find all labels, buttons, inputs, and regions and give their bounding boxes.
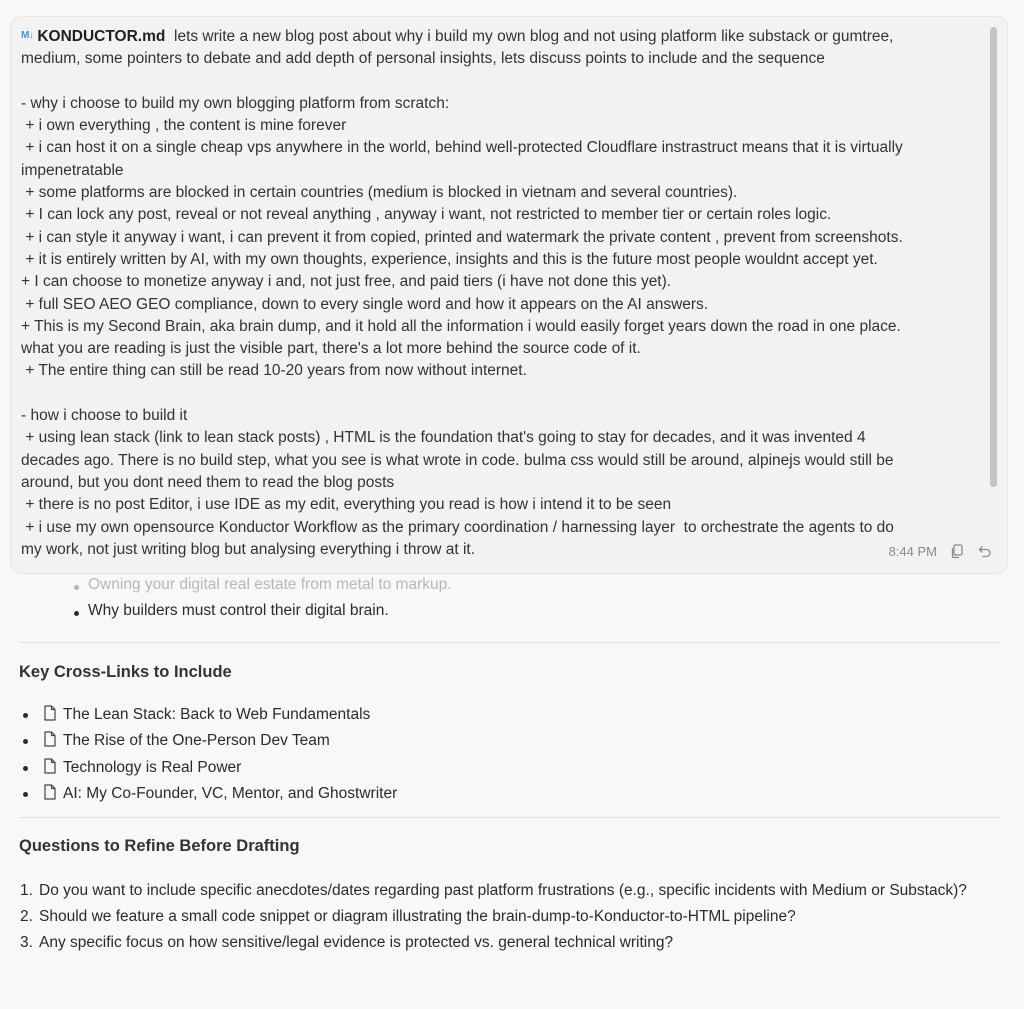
message-timestamp: 8:44 PM xyxy=(888,543,937,559)
message-line xyxy=(21,71,983,93)
message-line: + i use my own opensource Konductor Workflow as the primary coordination / harnessing layer to orchestrate the agents to do xyxy=(21,518,894,536)
undo-icon[interactable] xyxy=(977,543,993,559)
divider xyxy=(19,817,1000,818)
message-line: + using lean stack (link to lean stack posts) , HTML is the foundation that's going to stay for decades, and it was invented 4 xyxy=(21,429,866,447)
crosslinks-list xyxy=(20,704,397,809)
message-first-line xyxy=(21,25,983,48)
crosslink-item[interactable] xyxy=(20,730,397,756)
crosslinks-heading: Key Cross-Links to Include xyxy=(19,663,232,681)
message-line: decades ago. There is no build step, what you see is what wrote in code. bulma css would still be around, alpinejs would still be xyxy=(21,451,894,469)
file-attachment-chip[interactable]: KONDUCTOR.md xyxy=(37,28,166,45)
copy-icon[interactable] xyxy=(949,543,965,559)
message-line: + i can style it anyway i want, i can prevent it from copied, printed and watermark the private content , prevent from screenshots. xyxy=(21,228,903,246)
document-icon xyxy=(43,758,57,774)
message-line: + i own everything , the content is mine forever xyxy=(21,117,347,135)
crosslink-label[interactable]: Technology is Real Power xyxy=(63,758,242,776)
message-line: medium, some pointers to debate and add depth of personal insights, lets discuss points to include and the sequence xyxy=(21,50,825,68)
crosslink-item[interactable] xyxy=(20,757,397,783)
markdown-file-icon: M↓ xyxy=(21,30,34,41)
message-line: my work, not just writing blog but analysing everything i throw at it. xyxy=(21,540,476,558)
document-icon xyxy=(43,784,57,800)
message-line: + it is entirely written by AI, with my own thoughts, experience, insights and this is the future most people wouldnt accept yet. xyxy=(21,250,878,268)
document-icon xyxy=(43,731,57,747)
divider xyxy=(19,642,1000,643)
message-line: + This is my Second Brain, aka brain dump, and it hold all the information i would easily forget years down the road in one place. xyxy=(21,317,901,335)
list-item-faded: Owning your digital real estate from metal to markup. xyxy=(88,576,452,593)
crosslink-item[interactable] xyxy=(20,704,397,730)
question-text: Should we feature a small code snippet or diagram illustrating the brain-dump-to-Konductor-to-HTML pipeline? xyxy=(39,908,796,925)
crosslink-label[interactable]: The Lean Stack: Back to Web Fundamentals xyxy=(63,706,371,723)
list-item: Why builders must control their digital brain. xyxy=(88,602,389,619)
question-text: Any specific focus on how sensitive/legal evidence is protected vs. general technical writing? xyxy=(39,934,674,951)
question-number: 3. xyxy=(20,934,33,951)
message-line: + full SEO AEO GEO compliance, down to every single word and how it appears on the AI answers. xyxy=(21,295,709,313)
document-icon xyxy=(43,705,57,721)
message-line: + some platforms are blocked in certain countries (medium is blocked in vietnam and several countries). xyxy=(21,184,738,202)
question-item xyxy=(20,878,980,904)
message-meta xyxy=(881,543,993,559)
message-line: + there is no post Editor, i use IDE as my edit, everything you read is how i intend it to be seen xyxy=(21,496,672,514)
message-line: + i can host it on a single cheap vps anywhere in the world, behind well-protected Cloudflare instrastruct means that it is virtually xyxy=(21,139,903,157)
crosslink-label[interactable]: The Rise of the One-Person Dev Team xyxy=(63,732,330,750)
message-text xyxy=(21,25,983,561)
message-line xyxy=(21,383,983,405)
question-item xyxy=(20,930,980,956)
question-text: Do you want to include specific anecdotes/dates regarding past platform frustrations (e.g., specific incidents with Medium or Substack)? xyxy=(39,882,967,899)
message-line: - how i choose to build it xyxy=(21,407,188,425)
questions-list xyxy=(20,878,980,956)
message-line: + I can choose to monetize anyway i and, not just free, and paid tiers (i have not done this yet). xyxy=(21,273,672,291)
message-line: around, but you dont need them to read the blog posts xyxy=(21,473,395,491)
message-line: + I can lock any post, reveal or not reveal anything , anyway i want, not restricted to member tier or certain roles logic. xyxy=(21,206,832,224)
message-line: what you are reading is just the visible part, there's a lot more behind the source code of it. xyxy=(21,340,641,358)
crosslink-label[interactable]: AI: My Co-Founder, VC, Mentor, and Ghostwriter xyxy=(63,784,398,802)
question-item xyxy=(20,904,980,930)
question-number: 2. xyxy=(20,908,33,925)
user-message-card xyxy=(10,16,1008,574)
crosslink-item[interactable] xyxy=(20,783,397,809)
message-line: impenetratable xyxy=(21,161,124,179)
question-number: 1. xyxy=(20,882,33,899)
questions-heading: Questions to Refine Before Drafting xyxy=(19,837,300,855)
message-line: - why i choose to build my own blogging platform from scratch: xyxy=(21,94,450,112)
message-scrollbar[interactable] xyxy=(990,27,997,487)
message-line: lets write a new blog post about why i build my own blog and not using platform like substack or gumtree, xyxy=(174,28,894,45)
message-line: + The entire thing can still be read 10-20 years from now without internet. xyxy=(21,362,527,380)
